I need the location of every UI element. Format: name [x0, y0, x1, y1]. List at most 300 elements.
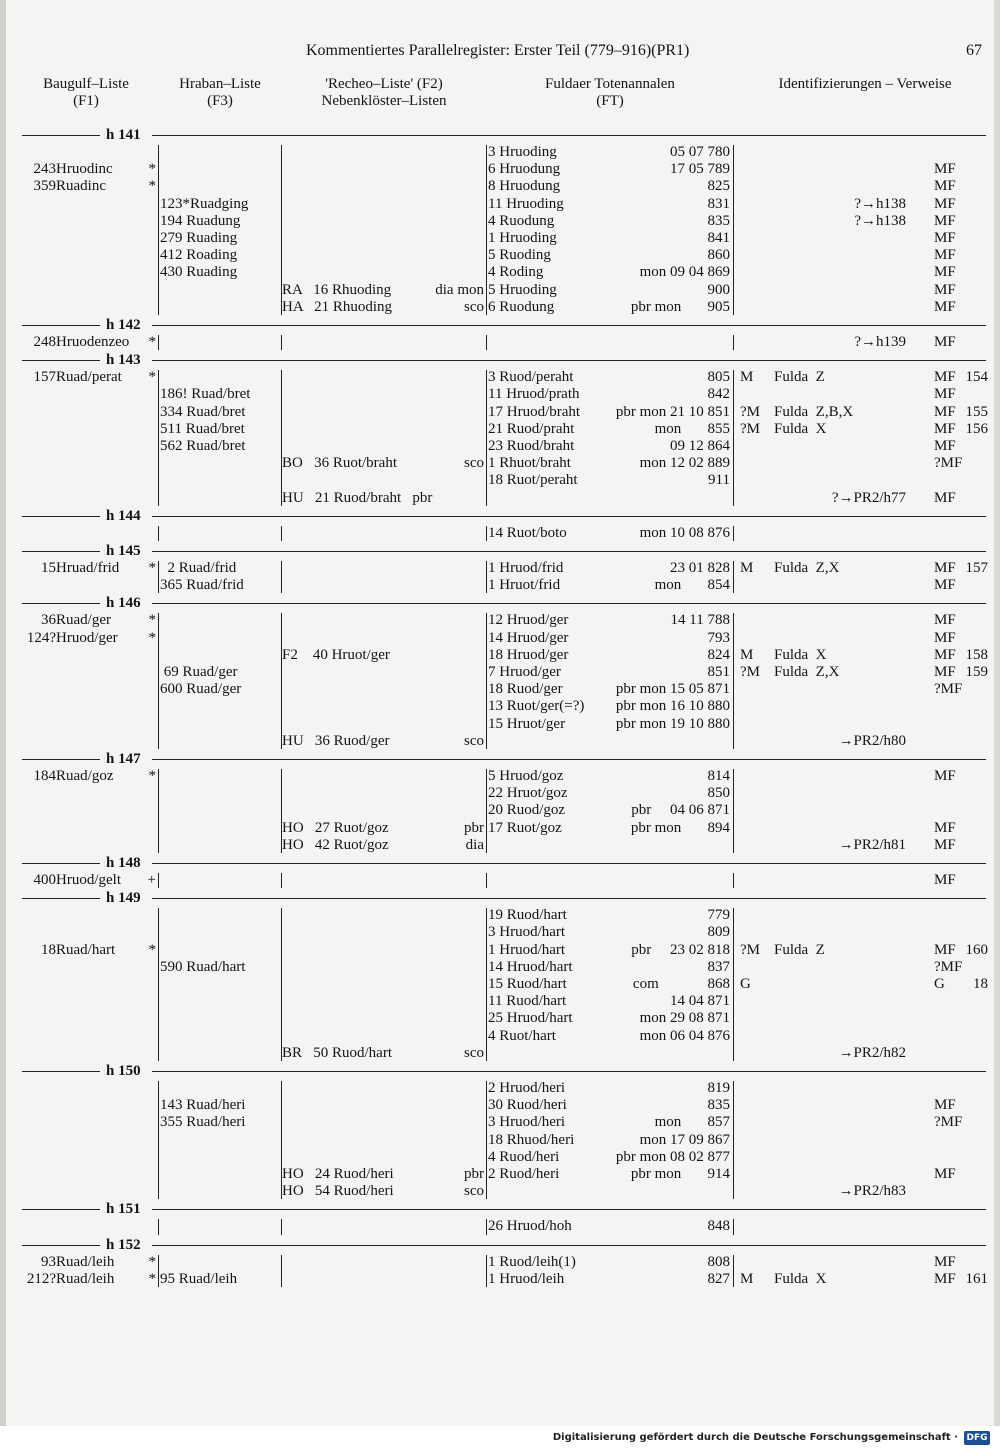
mf-ref: ?MF	[934, 681, 963, 698]
section-label: h 142	[106, 317, 141, 333]
separator-rule	[152, 325, 986, 326]
column-divider	[733, 145, 734, 315]
id-marker: ?M	[740, 664, 760, 680]
recheo-entry: HO 27 Ruot/goz	[282, 819, 389, 836]
recheo-status: dia	[465, 836, 484, 853]
ft-entry: 4 Ruod/heri	[488, 1148, 560, 1165]
column-divider	[486, 561, 487, 593]
id-marker: ?M	[740, 941, 760, 958]
hraban-entry: 334 Ruad/bret	[160, 403, 246, 420]
baugulf-mark: *	[148, 334, 156, 350]
ft-entry: 4 Roding	[488, 264, 544, 281]
table-row	[0, 716, 1000, 733]
ft-entry: 5 Ruoding	[488, 247, 551, 264]
mf-ref: MF	[934, 281, 956, 298]
ft-entry: 11 Ruod/hart	[488, 993, 567, 1010]
table-row	[0, 681, 1000, 698]
ft-entry: 3 Ruod/peraht	[488, 369, 574, 386]
column-divider	[158, 526, 159, 541]
mf-ref: MF	[934, 420, 956, 437]
fulda-ref: Fulda Z	[774, 369, 825, 386]
mf-ref: MF	[934, 334, 956, 350]
mf-ref: MF	[934, 161, 956, 178]
mf-number: 154	[965, 369, 988, 386]
table-row	[0, 802, 1000, 819]
ft-entry: 30 Ruod/heri	[488, 1097, 567, 1114]
section-separator	[0, 126, 1000, 144]
column-divider	[486, 1081, 487, 1199]
ft-date: 851	[707, 664, 730, 680]
table-row	[0, 1010, 1000, 1027]
column-divider	[733, 769, 734, 853]
baugulf-number: 243	[33, 161, 56, 178]
recheo-entry: HA 21 Rhuoding	[282, 298, 393, 315]
section-separator	[0, 351, 1000, 369]
section-separator	[0, 1200, 1000, 1218]
ft-entry: 15 Hruot/ger	[488, 715, 566, 732]
baugulf-name: Ruad/leih	[56, 1253, 115, 1270]
baugulf-mark: *	[148, 768, 156, 784]
column-divider	[158, 769, 159, 853]
mf-ref: MF	[934, 577, 956, 594]
baugulf-number: 157	[33, 369, 56, 386]
section-label: h 152	[106, 1236, 141, 1253]
section-separator	[0, 507, 1000, 525]
section-separator	[0, 594, 1000, 612]
hraban-entry: 412 Roading	[160, 247, 238, 264]
mf-ref: MF	[934, 403, 956, 420]
ft-date: 808	[707, 1253, 730, 1270]
mf-ref: MF	[934, 247, 956, 264]
table-row	[0, 144, 1000, 161]
ft-entry: 4 Ruodung	[488, 212, 555, 229]
baugulf-mark: *	[148, 612, 156, 629]
baugulf-name: Ruad/hart	[56, 941, 116, 958]
baugulf-number: 18	[41, 941, 56, 958]
separator-rule	[152, 863, 986, 864]
column-divider	[281, 613, 282, 749]
table-row	[0, 282, 1000, 299]
ft-date: 827	[707, 1270, 730, 1287]
ft-entry: 1 Hruot/frid	[488, 577, 561, 594]
ft-entry: 3 Hruod/heri	[488, 1114, 566, 1131]
recheo-entry: F2 40 Hruot/ger	[282, 646, 390, 663]
hraban-entry: 600 Ruad/ger	[160, 681, 242, 698]
mf-ref: MF	[934, 1270, 956, 1287]
section-label: h 141	[106, 127, 141, 143]
table-row	[0, 664, 1000, 681]
table-row	[0, 178, 1000, 195]
hraban-entry: 95 Ruad/leih	[160, 1270, 238, 1287]
ft-date: pbr mon 19 10 880	[615, 715, 730, 732]
recheo-status: sco	[464, 732, 484, 749]
table-row	[0, 1271, 1000, 1288]
separator-rule	[22, 603, 100, 604]
baugulf-mark: *	[148, 941, 156, 958]
ft-entry: 1 Hruod/leih	[488, 1270, 565, 1287]
cross-reference: →PR2/h82	[838, 1044, 906, 1061]
baugulf-number: 36	[41, 612, 56, 629]
mf-ref: MF	[934, 941, 956, 958]
recheo-status: sco	[464, 1183, 484, 1200]
column-divider	[158, 1219, 159, 1234]
funding-note: Digitalisierung gefördert durch die Deutsche Forschungsgemeinschaft ·	[552, 1432, 958, 1443]
baugulf-mark: *	[148, 178, 156, 195]
hraban-entry: 279 Ruading	[160, 230, 238, 246]
cross-reference: ?→h139	[854, 334, 906, 350]
recheo-entry: RA 16 Rhuoding	[282, 281, 392, 298]
ft-date: 841	[707, 230, 730, 246]
table-row	[0, 1114, 1000, 1131]
mf-ref: MF	[934, 629, 956, 646]
ft-date: pbr mon 894	[630, 819, 730, 836]
ft-date: mon 10 08 876	[639, 524, 730, 541]
separator-rule	[152, 551, 986, 552]
column-divider	[733, 613, 734, 749]
id-marker: M	[740, 1270, 754, 1287]
ft-date: mon 09 04 869	[639, 264, 730, 281]
digitization-footer	[0, 1426, 1000, 1451]
table-row	[0, 247, 1000, 264]
baugulf-name: Hruodenzeo	[56, 334, 130, 350]
section-separator	[0, 316, 1000, 334]
ft-entry: 6 Ruodung	[488, 298, 555, 315]
baugulf-name: Ruadinc	[56, 178, 106, 195]
ft-entry: 2 Ruod/heri	[488, 1166, 560, 1182]
mf-ref: ?MF	[934, 455, 963, 472]
mf-ref: MF	[934, 664, 956, 680]
mf-ref: MF	[934, 768, 956, 784]
baugulf-mark: +	[147, 872, 156, 888]
hraban-entry: 186! Ruad/bret	[160, 386, 251, 403]
mf-ref: MF	[934, 212, 956, 229]
separator-rule	[22, 863, 100, 864]
ft-date: pbr mon 914	[630, 1166, 730, 1182]
baugulf-mark: *	[148, 629, 156, 646]
hraban-entry: 69 Ruad/ger	[160, 664, 238, 680]
cross-reference: ?→h138	[854, 212, 906, 229]
section-label: h 148	[106, 855, 141, 871]
section-label: h 144	[106, 507, 141, 524]
table-row	[0, 907, 1000, 924]
ft-entry: 2 Hruod/heri	[488, 1080, 566, 1096]
ft-entry: 4 Ruot/hart	[488, 1027, 556, 1044]
ft-date: pbr mon 08 02 877	[615, 1148, 730, 1165]
table-row	[0, 1149, 1000, 1166]
recheo-status: sco	[464, 298, 484, 315]
ft-date: 805	[707, 369, 730, 386]
ft-date: 814	[707, 768, 730, 784]
ft-date: pbr mon 15 05 871	[615, 681, 730, 698]
mf-ref: MF	[934, 178, 956, 195]
id-marker: ?M	[740, 403, 760, 420]
separator-rule	[22, 759, 100, 760]
recheo-entry: BO 36 Ruot/braht	[282, 455, 397, 472]
ft-entry: 3 Hruod/hart	[488, 924, 566, 941]
column-divider	[281, 561, 282, 593]
ft-entry: 25 Hruod/hart	[488, 1010, 573, 1027]
ft-entry: 18 Ruod/ger	[488, 681, 563, 698]
table-row	[0, 161, 1000, 178]
mf-number: 157	[965, 560, 988, 576]
ft-entry: 18 Hruod/ger	[488, 646, 569, 663]
baugulf-mark: *	[148, 161, 156, 178]
column-divider	[733, 561, 734, 593]
separator-rule	[152, 603, 986, 604]
ft-date: 14 04 871	[670, 993, 730, 1010]
table-row	[0, 647, 1000, 664]
ft-date: 850	[707, 785, 730, 802]
mf-ref: MF	[934, 298, 956, 315]
section-label: h 145	[106, 543, 141, 559]
column-divider	[158, 561, 159, 593]
section-separator	[0, 542, 1000, 560]
column-divider	[158, 335, 159, 350]
ft-entry: 14 Ruot/boto	[488, 524, 567, 541]
column-divider	[733, 526, 734, 541]
ft-date: 05 07 780	[670, 144, 730, 160]
ft-date: 911	[708, 472, 730, 489]
col-header-line2: (FT)	[596, 93, 624, 109]
baugulf-name: Hruodinc	[56, 161, 113, 178]
column-divider	[158, 145, 159, 315]
separator-rule	[22, 1209, 100, 1210]
column-divider	[158, 370, 159, 506]
ft-entry: 13 Ruot/ger(=?)	[488, 698, 585, 715]
hraban-entry: 590 Ruad/hart	[160, 958, 246, 975]
col-header-line1: Fuldaer Totenannalen	[545, 76, 675, 92]
separator-rule	[152, 898, 986, 899]
ft-date: 23 01 828	[670, 560, 730, 576]
ft-entry: 8 Hruodung	[488, 178, 561, 195]
ft-date: pbr mon 905	[630, 298, 730, 315]
baugulf-name: Hruad/frid	[56, 560, 120, 576]
column-divider	[158, 1255, 159, 1287]
baugulf-name: Hruod/ger	[56, 629, 118, 646]
baugulf-name: Ruad/ger	[56, 612, 111, 629]
fulda-ref: Fulda Z,X	[774, 664, 840, 680]
ft-date: pbr 23 02 818	[631, 941, 730, 958]
column-divider	[281, 1255, 282, 1287]
ft-entry: 1 Hruod/frid	[488, 560, 564, 576]
recheo-entry: BR 50 Ruod/hart	[282, 1044, 393, 1061]
mf-ref: MF	[934, 438, 956, 454]
cross-reference: →PR2/h83	[838, 1183, 906, 1200]
separator-rule	[152, 360, 986, 361]
hraban-entry: 194 Ruadung	[160, 212, 241, 229]
mf-ref: MF	[934, 369, 956, 386]
table-row	[0, 455, 1000, 472]
table-row	[0, 490, 1000, 507]
mf-ref: MF	[934, 836, 956, 853]
column-divider	[281, 1081, 282, 1199]
table-row	[0, 421, 1000, 438]
ft-entry: 1 Ruod/leih(1)	[488, 1253, 576, 1270]
ft-date: 14 11 788	[670, 612, 730, 629]
separator-rule	[22, 360, 100, 361]
baugulf-name: Ruad/leih	[56, 1270, 115, 1287]
column-divider	[486, 908, 487, 1061]
mf-ref: MF	[934, 230, 956, 246]
ft-date: pbr mon 16 10 880	[615, 698, 730, 715]
ft-date: com 868	[632, 976, 730, 992]
mf-number: 160	[965, 941, 988, 958]
baugulf-number: 15	[41, 560, 56, 576]
table-row	[0, 924, 1000, 941]
table-row	[0, 612, 1000, 629]
ft-entry: 1 Rhuot/braht	[488, 455, 571, 472]
hraban-entry: 430 Ruading	[160, 264, 238, 281]
recheo-entry: HO 24 Ruod/heri	[282, 1166, 394, 1182]
id-marker: G	[740, 976, 751, 992]
table-row	[0, 404, 1000, 421]
section-label: h 143	[106, 352, 141, 369]
recheo-entry: HU 21 Ruod/braht pbr	[282, 489, 433, 506]
baugulf-mark: *	[148, 560, 156, 576]
ft-date: pbr 04 06 871	[631, 802, 730, 819]
mf-ref: MF	[934, 872, 956, 888]
column-divider	[281, 526, 282, 541]
hraban-entry: 123*Ruadging	[160, 195, 249, 212]
separator-rule	[22, 135, 100, 136]
ft-entry: 17 Hruod/braht	[488, 403, 581, 420]
table-row	[0, 1132, 1000, 1149]
column-divider	[733, 370, 734, 506]
ft-entry: 1 Hruod/hart	[488, 941, 566, 958]
baugulf-mark: *	[148, 369, 156, 386]
mf-ref: MF	[934, 386, 956, 403]
baugulf-number: 248	[33, 334, 56, 350]
mf-ref: MF	[934, 195, 956, 212]
hraban-entry: 2 Ruad/frid	[160, 560, 237, 576]
ft-date: 09 12 864	[670, 438, 730, 454]
ft-entry: 11 Hruod/prath	[488, 386, 580, 403]
mf-ref: MF	[934, 612, 956, 629]
ft-entry: 18 Rhuod/heri	[488, 1131, 575, 1148]
ft-date: 835	[707, 212, 730, 229]
running-head-title: Kommentiertes Parallelregister: Erster Teil (779–916)(PR1)	[306, 42, 690, 59]
fulda-ref: Fulda Z,X	[774, 560, 840, 576]
ft-date: 17 05 789	[670, 161, 730, 178]
section-separator	[0, 1236, 1000, 1254]
mf-ref: MF	[934, 264, 956, 281]
hraban-entry: 511 Ruad/bret	[160, 420, 245, 437]
column-divider	[486, 1219, 487, 1234]
table-row	[0, 768, 1000, 785]
ft-entry: 5 Hruoding	[488, 281, 557, 298]
separator-rule	[22, 898, 100, 899]
column-divider	[733, 873, 734, 888]
ft-entry: 23 Ruod/braht	[488, 438, 575, 454]
baugulf-number: 124?	[26, 629, 56, 646]
table-row	[0, 1080, 1000, 1097]
column-divider	[158, 1081, 159, 1199]
ft-entry: 12 Hruod/ger	[488, 612, 569, 629]
baugulf-name: Hruod/gelt	[56, 872, 121, 888]
hraban-entry: 365 Ruad/frid	[160, 577, 244, 594]
ft-date: 779	[707, 907, 730, 924]
col-header-line2: (F1)	[73, 93, 99, 109]
table-row	[0, 438, 1000, 455]
table-row	[0, 872, 1000, 889]
table-row	[0, 264, 1000, 281]
fulda-ref: Fulda Z	[774, 941, 825, 958]
baugulf-name: Ruad/perat	[56, 369, 122, 386]
cross-reference: ?→h138	[854, 195, 906, 212]
ft-entry: 15 Ruod/hart	[488, 976, 567, 992]
separator-rule	[152, 1245, 986, 1246]
ft-entry: 17 Ruot/goz	[488, 819, 562, 836]
mf-ref: MF	[934, 1253, 956, 1270]
mf-number: 161	[965, 1270, 988, 1287]
table-row	[0, 1097, 1000, 1114]
col-header-line1: Hraban–Liste	[179, 76, 261, 92]
fulda-ref: Fulda X	[774, 420, 827, 437]
baugulf-number: 359	[33, 178, 56, 195]
mf-number: 156	[965, 420, 988, 437]
mf-number: 155	[965, 403, 988, 420]
mf-ref: MF	[934, 489, 956, 506]
baugulf-mark: *	[148, 1253, 156, 1270]
section-separator	[0, 889, 1000, 907]
fulda-ref: Fulda X	[774, 1270, 827, 1287]
recheo-entry: HO 42 Ruot/goz	[282, 836, 389, 853]
column-divider	[733, 335, 734, 350]
col-header-line1: 'Recheo–Liste' (F2)	[325, 76, 443, 92]
separator-rule	[22, 1245, 100, 1246]
ft-entry: 22 Hruot/goz	[488, 785, 568, 802]
hraban-entry: 143 Ruad/heri	[160, 1097, 246, 1114]
fulda-ref: Fulda X	[774, 646, 827, 663]
ft-entry: 20 Ruod/goz	[488, 802, 566, 819]
page-number: 67	[966, 42, 982, 59]
col-header-line1: Baugulf–Liste	[43, 76, 129, 92]
separator-rule	[22, 551, 100, 552]
baugulf-number: 400	[33, 872, 56, 888]
table-row	[0, 698, 1000, 715]
ft-date: 835	[707, 1097, 730, 1114]
col-header-line1: Identifizierungen – Verweise	[778, 76, 952, 92]
table-row	[0, 1045, 1000, 1062]
mf-ref: MF	[934, 560, 956, 576]
baugulf-name: Ruad/goz	[56, 768, 114, 784]
table-row	[0, 820, 1000, 837]
ft-date: mon 17 09 867	[639, 1131, 730, 1148]
baugulf-number: 93	[41, 1253, 56, 1270]
column-divider	[733, 908, 734, 1061]
mf-ref: ?MF	[934, 958, 963, 975]
table-row	[0, 560, 1000, 577]
column-divider	[281, 335, 282, 350]
ft-entry: 6 Hruodung	[488, 161, 561, 178]
ft-date: mon 854	[654, 577, 730, 594]
column-divider	[486, 526, 487, 541]
column-divider	[281, 873, 282, 888]
mf-number: 158	[965, 646, 988, 663]
ft-entry: 14 Hruod/hart	[488, 958, 573, 975]
recheo-entry: HO 54 Ruod/heri	[282, 1183, 394, 1200]
hraban-entry: 355 Ruad/heri	[160, 1114, 246, 1131]
baugulf-mark: *	[148, 1270, 156, 1287]
column-divider	[486, 335, 487, 350]
ft-date: mon 857	[654, 1114, 730, 1131]
ft-date: 860	[707, 247, 730, 264]
section-label: h 151	[106, 1201, 141, 1218]
separator-rule	[22, 325, 100, 326]
ft-entry: 26 Hruod/hoh	[488, 1218, 572, 1235]
table-row	[0, 472, 1000, 489]
mf-number: 18	[973, 976, 988, 992]
